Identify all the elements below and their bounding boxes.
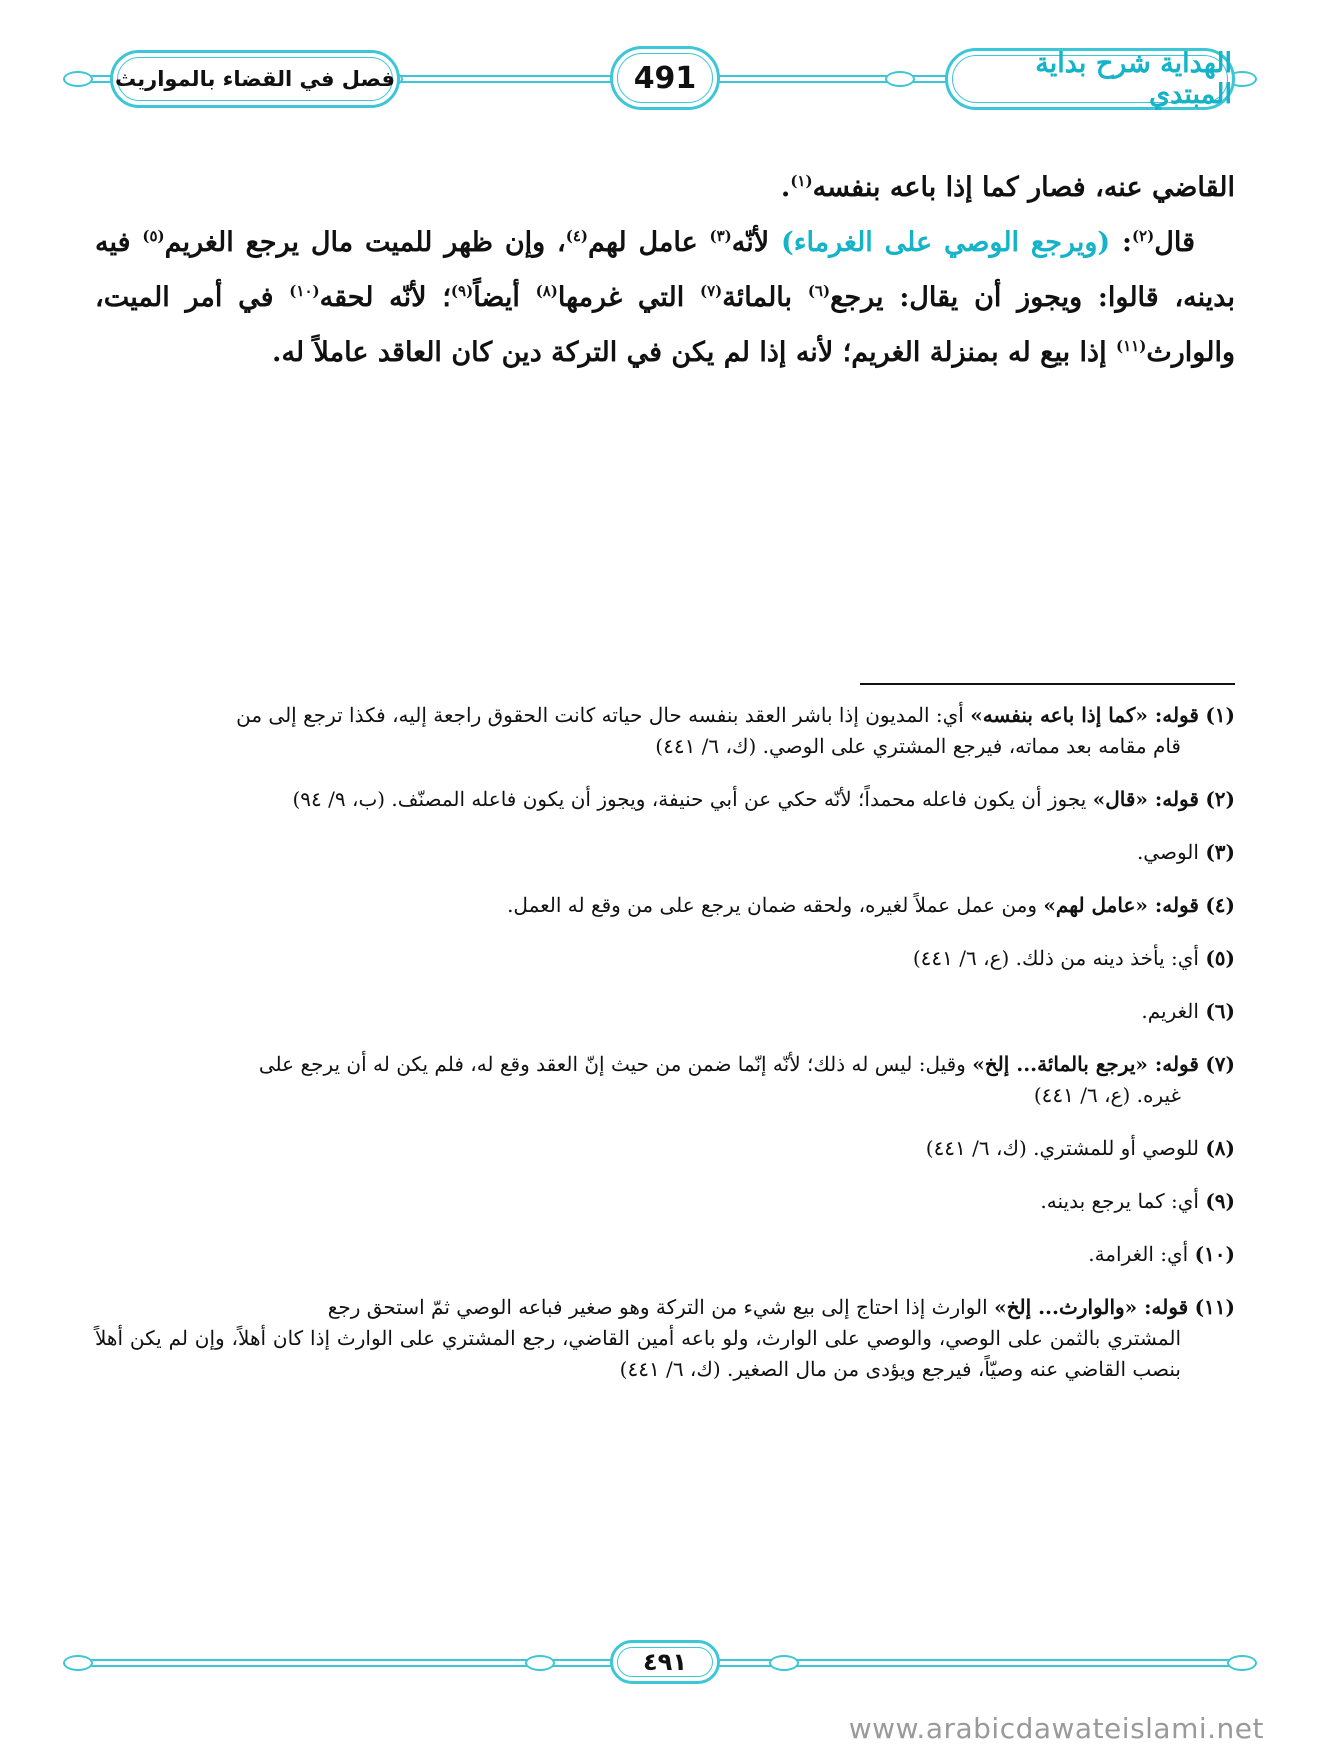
text: ؛ لأنّه لحقه — [319, 282, 451, 313]
footnote — [95, 996, 1235, 1027]
ornament — [525, 1655, 555, 1671]
footnote — [95, 1133, 1235, 1164]
footnote-ref[interactable]: (٢) — [1131, 227, 1155, 245]
footnote-text: قام مقامه بعد مماته، فيرجع المشتري على الوصي. (ك، ٦/ ٤٤١) — [655, 734, 1181, 758]
text: ، وإن ظهر للميت مال يرجع الغريم — [164, 227, 566, 258]
footnote-keyword: قوله: «كما إذا باعه بنفسه» — [970, 703, 1199, 727]
footnote — [95, 1049, 1235, 1111]
footnote-number: (١٠) — [1194, 1242, 1235, 1266]
footnote-text: يجوز أن يكون فاعله محمداً؛ لأنّه حكي عن أبي حنيفة، ويجوز أن يكون فاعله المصنّف. (ب، ٩/ ٩٤) — [292, 787, 1093, 811]
footnote-text: الغريم. — [1141, 999, 1206, 1023]
footnote-text: وقيل: ليس له ذلك؛ لأنّه إنّما ضمن من حيث إنّ العقد وقع له، فلم يكن له أن يرجع على — [258, 1052, 973, 1076]
ornament — [885, 71, 915, 87]
footnote-number: (٩) — [1205, 1189, 1235, 1213]
text: لأنّه — [731, 227, 781, 258]
footnote-number: (٢) — [1205, 787, 1235, 811]
footnote-number: (٦) — [1205, 999, 1235, 1023]
text: : — [1110, 227, 1132, 258]
footnote-number: (٣) — [1205, 840, 1235, 864]
text: إذا بيع له بمنزلة الغريم؛ لأنه إذا لم يكن في التركة دين كان العاقد عاملاً له. — [272, 337, 1116, 368]
chapter-title: فصل في القضاء بالمواريث — [115, 67, 395, 91]
footnote-text: غيره. (ع، ٦/ ٤٤١) — [1033, 1083, 1181, 1107]
footnote-keyword: قوله: «والوارث... إلخ» — [994, 1295, 1189, 1319]
footnote-text: الوارث إذا احتاج إلى بيع شيء من التركة وهو صغير فباعه الوصي ثمّ استحق رجع — [327, 1295, 995, 1319]
footnote-ref[interactable]: (١٠) — [289, 282, 320, 300]
footnote-ref[interactable]: (١) — [790, 172, 813, 190]
footnote — [95, 837, 1235, 868]
page-footer — [55, 1640, 1265, 1686]
book-title: الهداية شرح بداية المبتدي — [1035, 48, 1232, 110]
footnote-ref[interactable]: (٧) — [699, 282, 723, 300]
footnote-number: (٤) — [1205, 893, 1235, 917]
footnote-keyword: قوله: «قال» — [1092, 787, 1199, 811]
footnote-text: ومن عمل عملاً لغيره، ولحقه ضمان يرجع على من وقع له العمل. — [507, 893, 1044, 917]
text: في أمر الميت، والوارث — [95, 282, 1235, 368]
footnote-text: أي: يأخذ دينه من ذلك. (ع، ٦/ ٤٤١) — [912, 946, 1206, 970]
text: عامل لهم — [588, 227, 710, 258]
footnote — [95, 784, 1235, 815]
header-page-number: 491 — [633, 60, 697, 96]
paragraph — [95, 160, 1235, 215]
footnote-divider — [860, 683, 1235, 685]
footnote-ref[interactable]: (٨) — [535, 282, 558, 300]
footnote — [95, 1239, 1235, 1270]
footnote-keyword: قوله: «عامل لهم» — [1043, 893, 1199, 917]
footer-page-number: ٤٩١ — [643, 1648, 687, 1676]
text: التي غرمها — [557, 282, 700, 313]
footnote — [95, 890, 1235, 921]
footnotes — [95, 700, 1235, 1407]
footer-page-number-frame — [610, 1640, 720, 1684]
text: القاضي عنه، فصار كما إذا باعه بنفسه — [812, 172, 1235, 203]
footnote-text: أي: الغرامة. — [1088, 1242, 1195, 1266]
text: أيضاً — [473, 282, 536, 313]
ornament-left — [63, 1655, 93, 1671]
footnote — [95, 1186, 1235, 1217]
paragraph — [95, 215, 1235, 380]
footnote-number: (١) — [1205, 703, 1235, 727]
page-number-frame — [610, 46, 720, 110]
text: بالمائة — [722, 282, 808, 313]
footnote-text: أي: كما يرجع بدينه. — [1040, 1189, 1206, 1213]
footnote — [95, 943, 1235, 974]
main-text — [95, 160, 1235, 380]
footnote-keyword: قوله: «يرجع بالمائة... إلخ» — [972, 1052, 1199, 1076]
footnote — [95, 1292, 1235, 1385]
footnote-ref[interactable]: (٦) — [807, 282, 831, 300]
ornament-right — [1227, 1655, 1257, 1671]
footnote-ref[interactable]: (٩) — [450, 282, 474, 300]
text: فيه بدينه، قالوا: ويجوز أن يقال: يرجع — [95, 227, 1235, 313]
chapter-title-frame — [110, 50, 400, 108]
footnote-number: (١١) — [1194, 1295, 1235, 1319]
footnote-text: أي: المديون إذا باشر العقد بنفسه حال حياته كانت الحقوق راجعة إليه، فكذا ترجع إلى من — [236, 703, 971, 727]
footnote — [95, 700, 1235, 762]
text: قال — [1154, 227, 1195, 258]
footnote-ref[interactable]: (٤) — [565, 227, 588, 245]
footnote-ref[interactable]: (٣) — [709, 227, 732, 245]
text: . — [780, 172, 791, 203]
website-url: www.arabicdawateislami.net — [848, 1712, 1264, 1745]
footnote-number: (٨) — [1205, 1136, 1235, 1160]
ornament-left — [63, 71, 93, 87]
footnote-text: المشتري بالثمن على الوصي، والوصي على الوارث، ولو باعه أمين القاضي، رجع المشتري على الوارث إذا كان أهلاً، وإن لم يكن أهلاً بنصب القاضي عنه وصيّاً، فيرجع ويؤدى من مال الصغير. (ك، ٦/ ٤٤١) — [95, 1326, 1181, 1381]
matn-text: (ويرجع الوصي على الغرماء) — [780, 227, 1111, 258]
ornament — [769, 1655, 799, 1671]
book-title-frame — [945, 48, 1235, 110]
footnote-number: (٥) — [1205, 946, 1235, 970]
footnote-number: (٧) — [1205, 1052, 1235, 1076]
footnote-text: الوصي. — [1136, 840, 1206, 864]
footnote-ref[interactable]: (١١) — [1115, 337, 1147, 355]
footnote-ref[interactable]: (٥) — [142, 227, 165, 245]
footnote-text: للوصي أو للمشتري. (ك، ٦/ ٤٤١) — [925, 1136, 1206, 1160]
page-header — [55, 44, 1265, 114]
